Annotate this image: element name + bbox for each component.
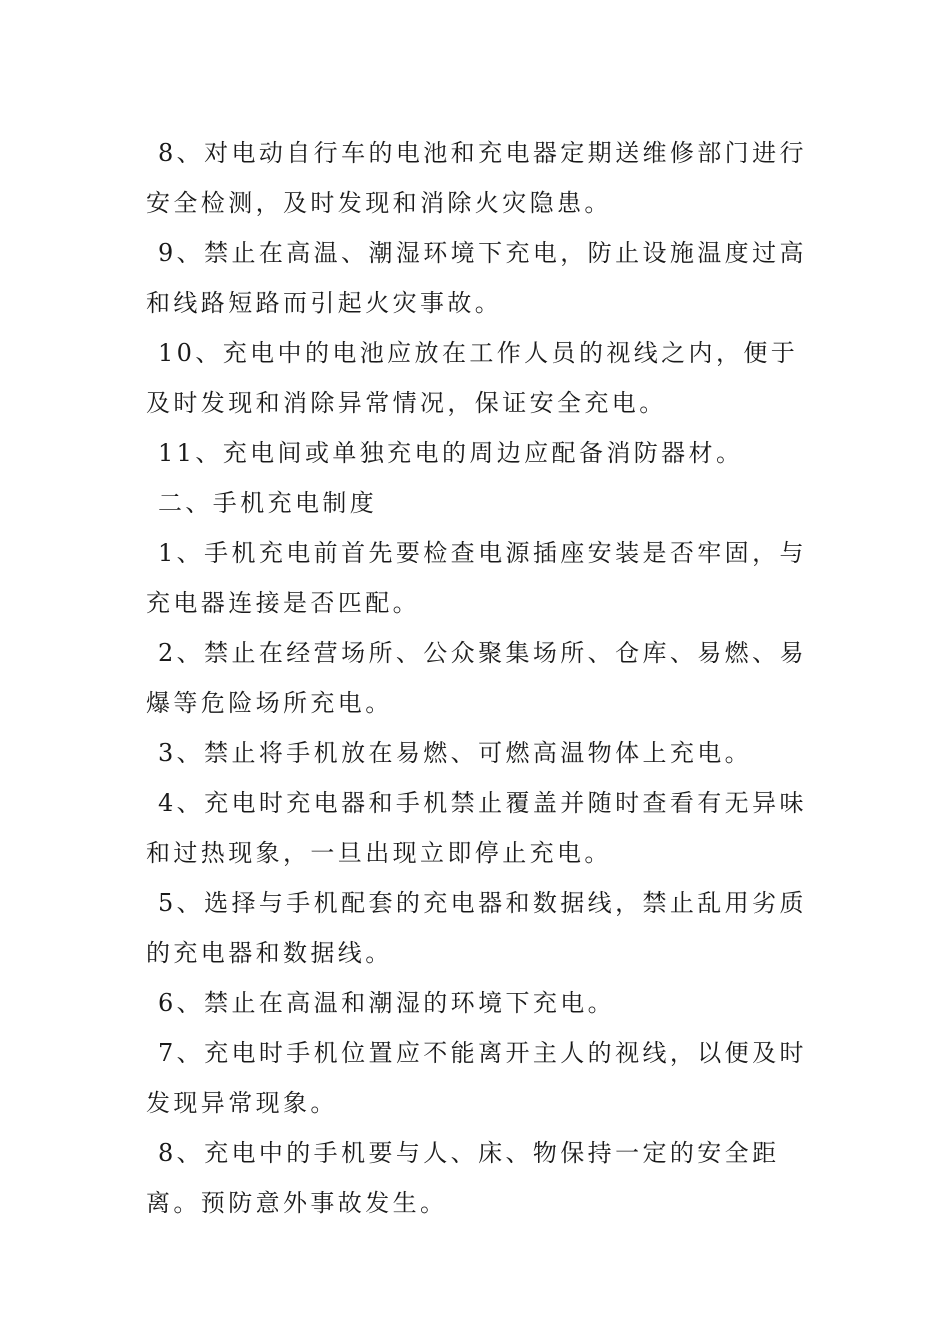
paragraph-phone-2: 2、禁止在经营场所、公众聚集场所、仓库、易燃、易爆等危险场所充电。	[146, 639, 807, 717]
paragraph-ebike-10: 10、充电中的电池应放在工作人员的视线之内，便于及时发现和消除异常情况，保证安全充电。	[146, 339, 799, 417]
paragraph-phone-3: 3、禁止将手机放在易燃、可燃高温物体上充电。	[158, 739, 753, 767]
paragraph-phone-4: 4、充电时充电器和手机禁止覆盖并随时查看有无异味和过热现象，一旦出现立即停止充电。	[146, 789, 807, 867]
paragraph-phone-6: 6、禁止在高温和潮湿的环境下充电。	[158, 989, 616, 1017]
paragraph-phone-5: 5、选择与手机配套的充电器和数据线，禁止乱用劣质的充电器和数据线。	[146, 889, 807, 967]
paragraph-phone-7: 7、充电时手机位置应不能离开主人的视线，以便及时发现异常现象。	[146, 1039, 807, 1117]
paragraph-phone-1: 1、手机充电前首先要检查电源插座安装是否牢固，与充电器连接是否匹配。	[146, 539, 807, 617]
paragraph-phone-8: 8、充电中的手机要与人、床、物保持一定的安全距离。预防意外事故发生。	[146, 1139, 780, 1217]
paragraph-ebike-11: 11、充电间或单独充电的周边应配备消防器材。	[158, 439, 744, 467]
section-heading-phone-charging: 二、手机充电制度	[158, 489, 378, 517]
paragraph-ebike-8: 8、对电动自行车的电池和充电器定期送维修部门进行安全检测，及时发现和消除火灾隐患。	[146, 139, 807, 217]
paragraph-ebike-9: 9、禁止在高温、潮湿环境下充电，防止设施温度过高和线路短路而引起火灾事故。	[146, 239, 807, 317]
document-body	[146, 128, 811, 1228]
